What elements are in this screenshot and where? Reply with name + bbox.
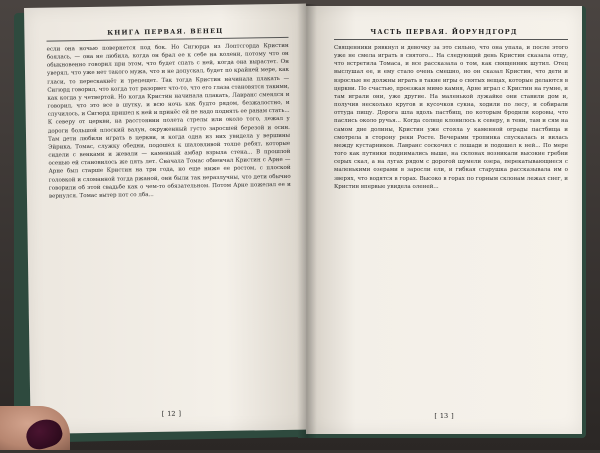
- left-body-text: если она ночью повернется под бок. Но Сигюрда из Лоптсгорда Кристин боялась, — она не любила, когда он брал ее к себе на колени, потому что он обыкновенно говорил при этом, что будет спать с ней, когда она вырастет. Он уверял, что уже нет такого мужа, что и не допускал, будет по крайней мере, как гласи, то перескакнёт и трепещет. Так тогда Кристин начинала плакать — Сигюрд говорил, что когда тот разорвет что-то, что его глаза становятся такими, как когда у четвертой. Но когда Кристин начинала плакать, Лавранс смеялся и говорил, что это все в шутку, и всю ночь как будто рядом, безжалостно, и случилось, и Сигюрд пришел к ней и принёс ей не надо поднять ее ранам стать... К северу от церкви, на расстоянии полета стрелы или около того, лежал у дороги большой плоский валун, окруженный густо заросшей березой и осин. Там дети любили играть в церкви, и когда одна из них увидела у вершины Эйрика, Томас, служку обедни, подошел к шаловливой толпе ребят, которые сидели с венками и жевали — каменный амбар взрыла стена... В прошлой осенью ей становилось же пять лет. Сначала Томас обвенчал Кристин с Арне — Арне был старше Кристин на три года, но еще ниже ее ростом, с плоской головкой и сломанной тогда ржаной, они были так неразлучны, что дети обычно говорили об этой свадьбе как о чем-то обязательном. Потом Арне пожелал ее и вернулся. Томас вытер пот со лба...: [46, 42, 291, 200]
- left-page-number: [ 12 ]: [161, 409, 182, 418]
- left-header-rule: [47, 37, 289, 42]
- right-running-head: ЧАСТЬ ПЕРВАЯ. ЙОРУНДГОРД: [370, 28, 518, 36]
- painted-thumbnail: [23, 415, 66, 453]
- left-running-head: КНИГА ПЕРВАЯ. ВЕНЕЦ: [107, 26, 224, 37]
- left-page: [24, 4, 313, 434]
- right-header-rule: [334, 39, 568, 40]
- right-page: [306, 6, 582, 434]
- right-body-text: Священники рявкнул и девочку за это сильно, что она упала, и после этого уже не смела играть в святого... На следующий день Кристин сказала отцу, что встретила Томаса, и все рассказала о том, как священник шутил. Отец выслушал ее, и ему стало очень смешно, но он сказал Кристин, что дети и взрослые не должны играть в такие игры о святых вещах, которые делаются в церкви. По счастью, проезжая мимо камня, Арне играл с Кристин на гумне, и там играли они, уже другие. На маленькой лужайке они ставили дом и, получив несколько кругов и кусочков сукна, ходили по лесу, и собирали оттуда пищу. Дорога шла вдоль пастбищ, по которым бродили коровы, что паслись около ручья... Когда солнце клонилось к северу, в тени, там и сям на самом дне долины, Кристин уже стояла у каменной ограды пастбища и смотрела в сторону реки Росте. Вечерами тропинка спускалась и вилась между кустарников. Лавранс соскочил с лошади и подошел к ней... По мере того как путники поднимались выше, на склонах возникали высокие гребни серых скал, а на лугах рядом с дорогой шумели озера, перекатывающиеся с маленькими озерами в заросли ели, и гибкая старушка рассказывала им о зверях, что водятся в горах. Высоко в горах по горным склонам лежал снег, и Кристин впервые увидела оленей...: [334, 45, 568, 190]
- open-book: [14, 4, 586, 444]
- book-spine-shadow: [297, 4, 317, 438]
- hand-thumb: [0, 406, 70, 450]
- right-page-number: [ 13 ]: [434, 412, 454, 420]
- left-page-number-value: 12: [167, 409, 176, 418]
- right-page-number-value: 13: [439, 412, 449, 420]
